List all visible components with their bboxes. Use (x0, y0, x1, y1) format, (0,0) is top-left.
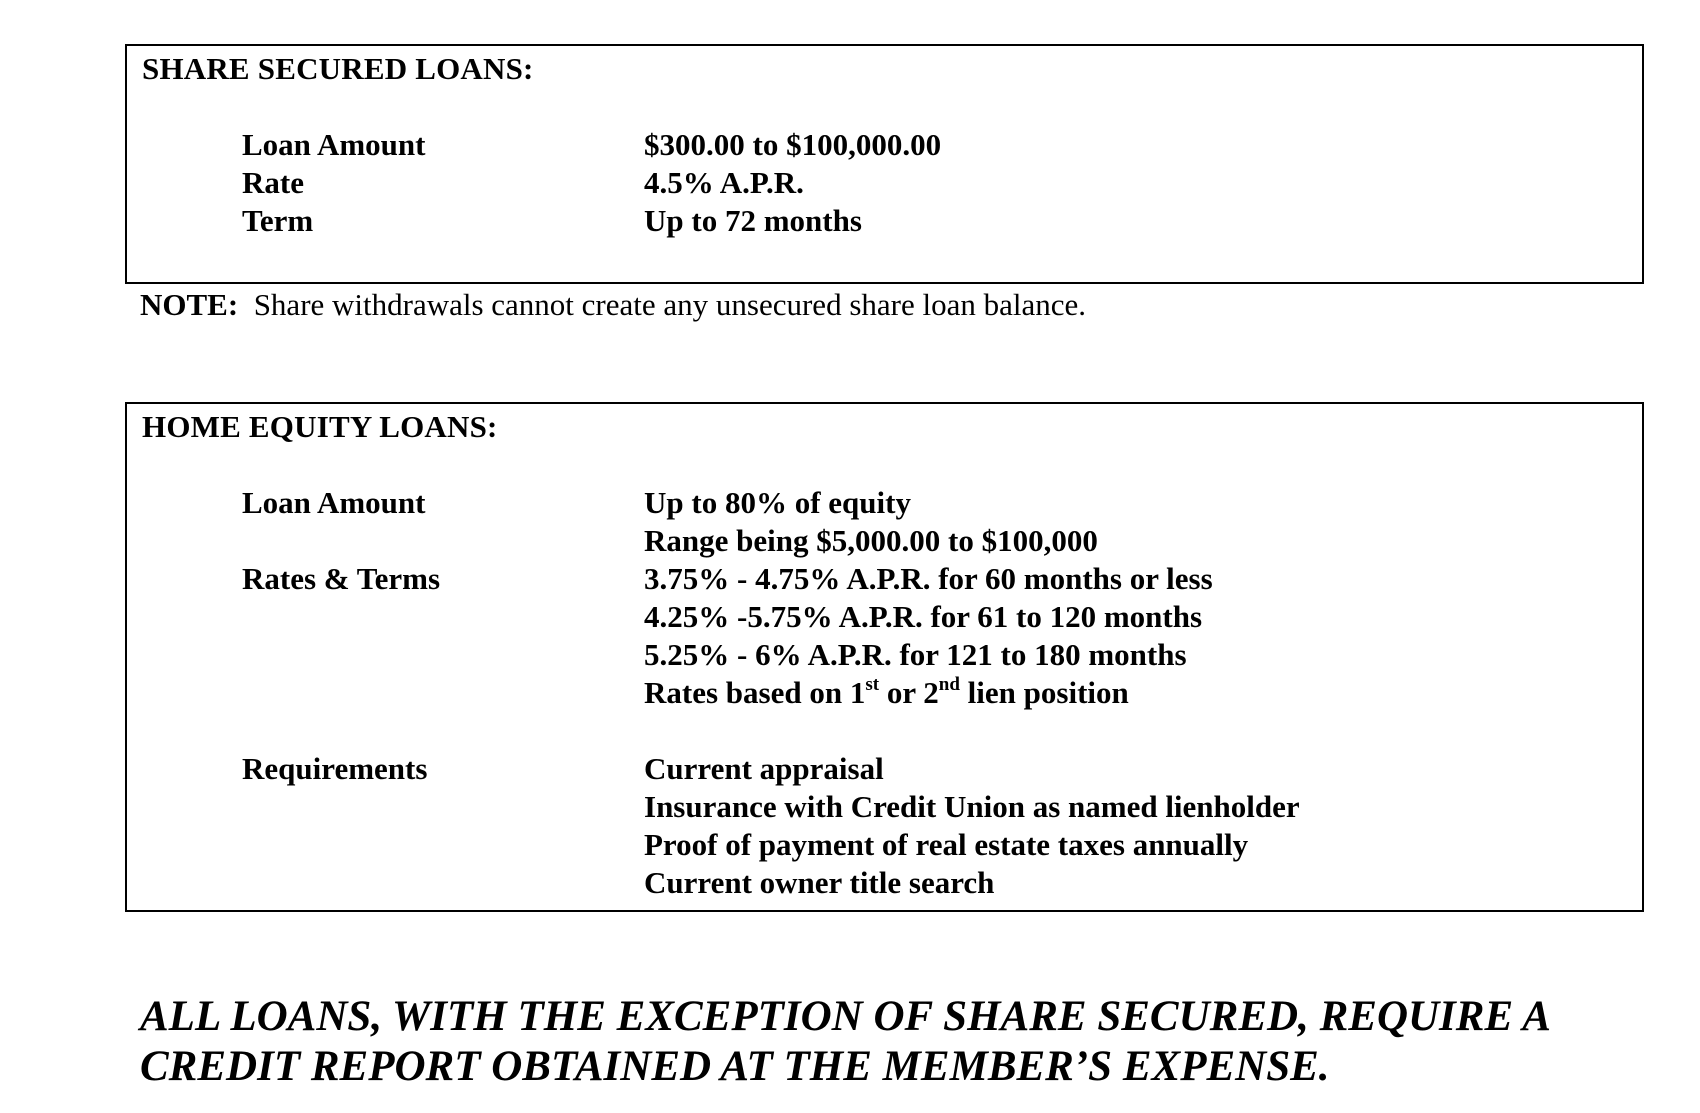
requirement-line: Current owner title search (644, 865, 995, 900)
requirement-line: Current appraisal (644, 751, 884, 786)
home-equity-loans-title: HOME EQUITY LOANS: (142, 409, 498, 444)
share-secured-loans-title: SHARE SECURED LOANS: (142, 51, 534, 86)
home-equity-loans-box (125, 402, 1644, 912)
term-label: Term (242, 203, 314, 238)
rate-term-line: 5.25% - 6% A.P.R. for 121 to 180 months (644, 637, 1187, 672)
requirements-label: Requirements (242, 751, 428, 786)
rate-label: Rate (242, 165, 304, 200)
home-equity-loan-amount-label: Loan Amount (242, 485, 426, 520)
rate-term-line: 4.25% -5.75% A.P.R. for 61 to 120 months (644, 599, 1203, 634)
notice-line-2: CREDIT REPORT OBTAINED AT THE MEMBER’S EXPENSE. (140, 1043, 1330, 1090)
lien-position-line: Rates based on 1st or 2nd lien position (644, 673, 1129, 710)
credit-report-notice (140, 992, 1660, 1092)
requirement-line: Insurance with Credit Union as named lienholder (644, 789, 1300, 824)
loan-amount-value: $300.00 to $100,000.00 (644, 127, 942, 162)
loan-amount-line: Up to 80% of equity (644, 485, 911, 520)
rate-term-line: 3.75% - 4.75% A.P.R. for 60 months or less (644, 561, 1213, 596)
rate-value: 4.5% A.P.R. (644, 165, 804, 200)
share-withdrawal-note (140, 287, 1086, 323)
notice-line-1: ALL LOANS, WITH THE EXCEPTION OF SHARE SECURED, REQUIRE A (140, 993, 1551, 1040)
rates-terms-label: Rates & Terms (242, 561, 441, 596)
loan-amount-line: Range being $5,000.00 to $100,000 (644, 523, 1098, 558)
term-value: Up to 72 months (644, 203, 862, 238)
note-text: Share withdrawals cannot create any unsecured share loan balance. (253, 287, 1086, 322)
note-label: NOTE: (140, 287, 239, 322)
loan-amount-label: Loan Amount (242, 127, 426, 162)
share-secured-loans-box (125, 44, 1644, 284)
requirement-line: Proof of payment of real estate taxes annually (644, 827, 1249, 862)
